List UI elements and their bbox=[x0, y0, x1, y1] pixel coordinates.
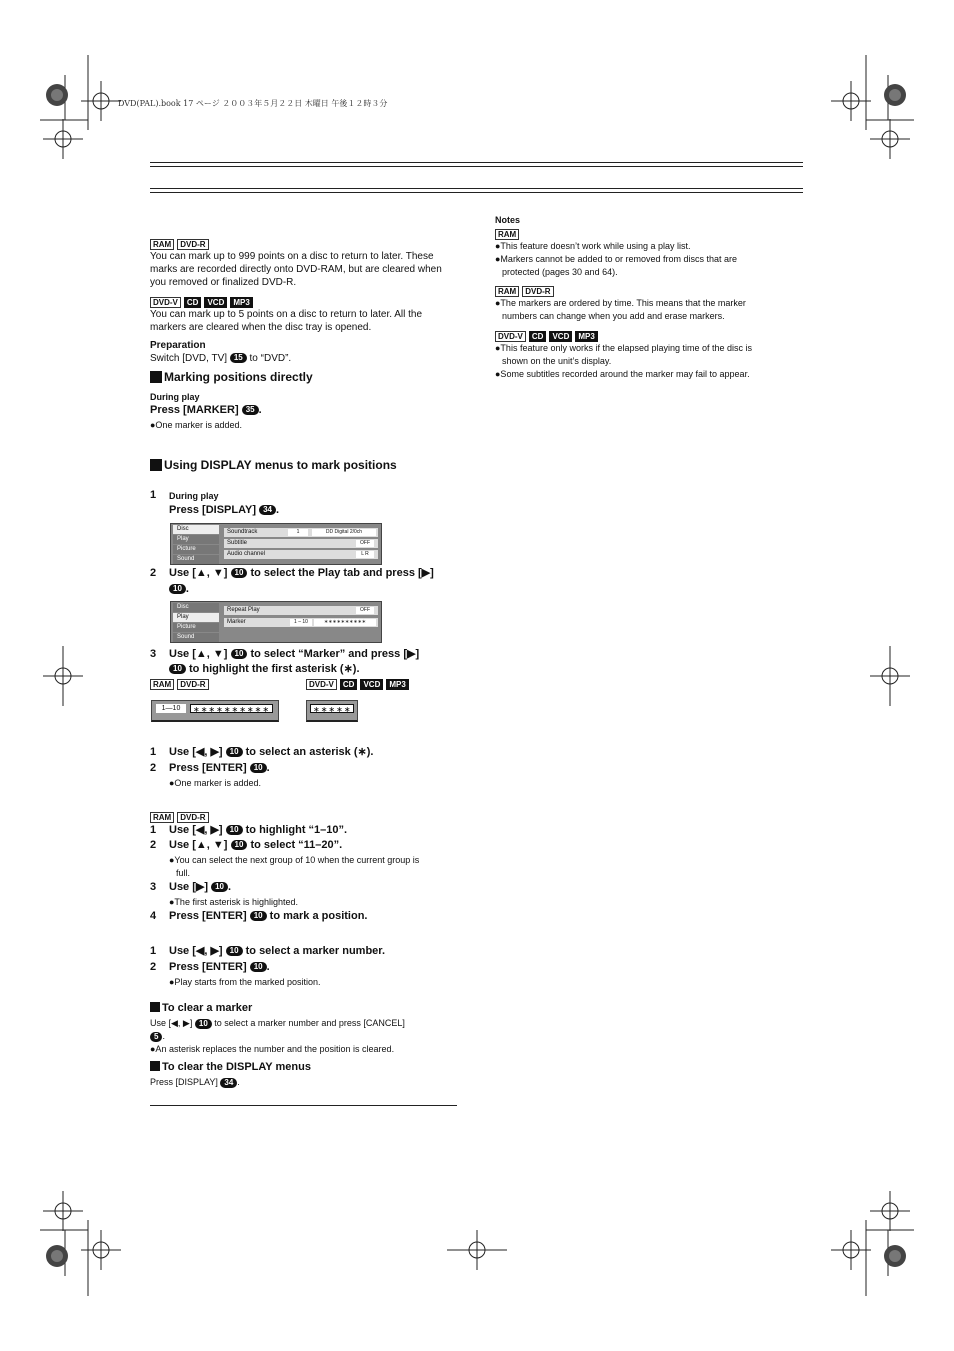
ram-step1 bbox=[169, 824, 347, 837]
select-step1-b: to select an asterisk (∗). bbox=[245, 746, 374, 758]
tab-play[interactable]: Play bbox=[173, 535, 219, 544]
marking-note: ●One marker is added. bbox=[150, 420, 242, 430]
ram-step1-a: Use [◀, ▶] bbox=[169, 824, 223, 836]
ram-step2-a: Use [▲, ▼] bbox=[169, 839, 228, 851]
top-rule-2 bbox=[150, 166, 803, 167]
step3-text-b: to select “Marker” and press [▶] bbox=[250, 648, 420, 660]
intro-dvdv-line2: markers are cleared when the disc tray is opened. bbox=[150, 322, 372, 333]
select-step1 bbox=[169, 746, 373, 759]
clear-marker-text-a: Use [◀, ▶] bbox=[150, 1018, 193, 1028]
badge-ram: RAM bbox=[150, 812, 174, 823]
row-marker[interactable] bbox=[224, 618, 378, 627]
select-note: ●One marker is added. bbox=[169, 778, 261, 788]
recall-step1 bbox=[169, 945, 385, 958]
clear-marker-text bbox=[150, 1017, 405, 1030]
badge-dvdv: DVD-V bbox=[495, 331, 526, 342]
page-ref-pill: 10 bbox=[211, 882, 228, 892]
soundtrack-value: DD Digital 2/0ch bbox=[312, 529, 376, 536]
page-ref-pill: 10 bbox=[169, 664, 186, 674]
badge-cd: CD bbox=[529, 331, 547, 342]
clear-marker-note: ●An asterisk replaces the number and the position is cleared. bbox=[150, 1044, 395, 1054]
clear-marker-title-text: To clear a marker bbox=[162, 1002, 253, 1014]
row-audio-channel[interactable] bbox=[224, 550, 378, 559]
ram-step3-note: ●The first asterisk is highlighted. bbox=[169, 897, 298, 907]
display-menu-panel-1 bbox=[170, 523, 382, 565]
audio-channel-value: L R bbox=[356, 551, 374, 558]
page-ref-pill: 5 bbox=[150, 1032, 162, 1042]
top-rule-3 bbox=[150, 188, 803, 189]
note-dvdv-a: ●This feature only works if the elapsed playing time of the disc is bbox=[495, 343, 753, 353]
note-ram-1: ●This feature doesn’t work while using a play list. bbox=[495, 241, 691, 251]
top-rule-4 bbox=[150, 192, 803, 193]
marking-title-text: Marking positions directly bbox=[164, 370, 313, 384]
step1-press-text: Press [DISPLAY] bbox=[169, 504, 257, 516]
clear-marker-text-b: to select a marker number and press [CANCEL] bbox=[214, 1018, 405, 1028]
ram-step3: Use [▶] 10 . bbox=[169, 881, 232, 893]
page-ref-pill: 10 bbox=[250, 911, 267, 921]
section-square-icon bbox=[150, 371, 162, 383]
intro-dvdv-line1: You can mark up to 5 points on a disc to return to later. All the bbox=[150, 309, 423, 320]
step-number: 1 bbox=[150, 746, 157, 758]
clear-display-text-a: Press [DISPLAY] bbox=[150, 1077, 218, 1087]
step-number: 2 bbox=[150, 762, 157, 774]
select-step2-a: Press [ENTER] bbox=[169, 762, 247, 774]
note-dvdv-b: shown on the unit’s display. bbox=[502, 356, 612, 366]
ram-step1-b: to highlight “1–10”. bbox=[245, 824, 348, 836]
page-ref-pill: 10 bbox=[195, 1019, 212, 1029]
marking-during: During play bbox=[150, 392, 200, 402]
tab-sound[interactable]: Sound bbox=[173, 633, 219, 642]
section-square-icon bbox=[150, 1061, 160, 1071]
bottom-rule bbox=[150, 1105, 457, 1106]
page-ref-pill: 10 bbox=[226, 946, 243, 956]
badge-ram: RAM bbox=[150, 239, 174, 250]
badge-dvdr: DVD-R bbox=[177, 239, 208, 250]
ram-step2-b: to select “11–20”. bbox=[250, 839, 343, 851]
page-ref-pill: 10 bbox=[231, 649, 248, 659]
badge-ram: RAM bbox=[495, 229, 519, 240]
note-ram-2b: protected (pages 30 and 64). bbox=[502, 267, 618, 277]
row-soundtrack[interactable] bbox=[224, 528, 378, 537]
marker-asterisks-ram[interactable]: ∗∗∗∗∗∗∗∗∗∗ bbox=[190, 704, 273, 713]
step2-text bbox=[169, 567, 434, 580]
marker-asterisks-dvdv[interactable]: ∗∗∗∗∗ bbox=[310, 704, 354, 713]
step1-during: During play bbox=[169, 491, 219, 501]
row-label: Marker bbox=[227, 619, 246, 625]
badge-cd: CD bbox=[340, 679, 358, 690]
step2-text-b: to select the Play tab and press [▶] bbox=[250, 567, 434, 579]
page-ref-pill: 15 bbox=[230, 353, 247, 363]
step2-ref2: 10 . bbox=[169, 583, 189, 596]
notes-title: Notes bbox=[495, 215, 521, 225]
badge-vcd: VCD bbox=[549, 331, 572, 342]
step-number: 2 bbox=[150, 567, 157, 579]
recall-step1-a: Use [◀, ▶] bbox=[169, 945, 223, 957]
step-number: 1 bbox=[150, 824, 157, 836]
clear-display-title bbox=[150, 1061, 311, 1074]
badge-mp3: MP3 bbox=[386, 679, 408, 690]
step2-text-a: Use [▲, ▼] bbox=[169, 567, 228, 579]
badge-vcd: VCD bbox=[204, 297, 227, 308]
recall-step2: Press [ENTER] 10 . bbox=[169, 961, 270, 973]
badge-dvdr: DVD-R bbox=[177, 812, 208, 823]
page-ref-pill: 10 bbox=[231, 568, 248, 578]
badge-mp3: MP3 bbox=[230, 297, 252, 308]
marker-bar-dvdv bbox=[306, 700, 358, 722]
marker-asterisks: ∗∗∗∗∗∗∗∗∗∗ bbox=[314, 619, 376, 626]
step3-text bbox=[169, 648, 419, 661]
display-title-text: Using DISPLAY menus to mark positions bbox=[164, 458, 397, 472]
note-dvdr-b: numbers can change when you add and erase markers. bbox=[502, 311, 725, 321]
tab-sound[interactable]: Sound bbox=[173, 555, 219, 564]
section-square-icon bbox=[150, 1002, 160, 1012]
marker-range-ram[interactable]: 1—10 bbox=[156, 704, 186, 713]
page-ref-pill: 10 bbox=[250, 962, 267, 972]
ram-step4-b: to mark a position. bbox=[269, 910, 368, 922]
row-label: Subtitle bbox=[227, 540, 248, 546]
step-number: 2 bbox=[150, 961, 157, 973]
clear-marker-ref2: 5 . bbox=[150, 1030, 165, 1043]
badge-mp3: MP3 bbox=[575, 331, 597, 342]
step-number: 4 bbox=[150, 910, 157, 922]
display-menu-panel-2 bbox=[170, 601, 382, 643]
row-repeat-play[interactable] bbox=[224, 606, 378, 615]
badge-ram: RAM bbox=[495, 286, 519, 297]
page-ref-pill: 10 bbox=[226, 825, 243, 835]
step3-text-line2 bbox=[169, 663, 360, 676]
badge-dvdv: DVD-V bbox=[306, 679, 337, 690]
tab-disc[interactable]: Disc bbox=[173, 603, 219, 612]
marker-range: 1 – 10 bbox=[290, 619, 312, 626]
badge-cd: CD bbox=[184, 297, 202, 308]
step-number: 3 bbox=[150, 648, 157, 660]
preparation-title: Preparation bbox=[150, 340, 206, 351]
page-ref-pill: 10 bbox=[169, 584, 186, 594]
badge-row-ram bbox=[150, 811, 212, 824]
recall-step1-b: to select a marker number. bbox=[245, 945, 386, 957]
step-number: 1 bbox=[150, 945, 157, 957]
marking-press: Press [MARKER] 35 . bbox=[150, 404, 262, 416]
page-ref-pill: 10 bbox=[231, 840, 248, 850]
badge-dvdr: DVD-R bbox=[522, 286, 553, 297]
recall-step2-a: Press [ENTER] bbox=[169, 961, 247, 973]
note-dvdv-2: ●Some subtitles recorded around the marker may fail to appear. bbox=[495, 369, 750, 379]
row-label: Audio channel bbox=[227, 551, 266, 557]
soundtrack-number: 1 bbox=[288, 529, 308, 536]
tab-picture[interactable]: Picture bbox=[173, 623, 219, 632]
repeat-play-value: OFF bbox=[356, 607, 374, 614]
badge-row-dvdv bbox=[306, 678, 412, 691]
note-dvdr-a: ●The markers are ordered by time. This means that the marker bbox=[495, 298, 746, 308]
step-number: 1 bbox=[150, 489, 157, 501]
page-ref-pill: 34 bbox=[220, 1078, 237, 1088]
tab-picture[interactable]: Picture bbox=[173, 545, 219, 554]
ram-step2 bbox=[169, 839, 342, 852]
recall-note: ●Play starts from the marked position. bbox=[169, 977, 321, 987]
page-ref-pill: 10 bbox=[226, 747, 243, 757]
preparation-text bbox=[150, 352, 291, 365]
badge-row-ram bbox=[150, 678, 212, 691]
top-rule-1 bbox=[150, 162, 803, 163]
ram-step2-note1: ●You can select the next group of 10 when the current group is bbox=[169, 855, 420, 865]
select-step1-a: Use [◀, ▶] bbox=[169, 746, 223, 758]
row-label: Repeat Play bbox=[227, 607, 260, 613]
step1-press: Press [DISPLAY] 34 . bbox=[169, 504, 280, 516]
intro-ram-line2: marks are recorded directly onto DVD-RAM, but are cleared when bbox=[150, 264, 442, 275]
clear-marker-title bbox=[150, 1002, 252, 1015]
tab-play[interactable]: Play bbox=[173, 613, 219, 622]
step-number: 3 bbox=[150, 881, 157, 893]
section-square-icon bbox=[150, 459, 162, 471]
badge-dvdv: DVD-V bbox=[150, 297, 181, 308]
badge-ram: RAM bbox=[150, 679, 174, 690]
marking-section-title bbox=[150, 370, 313, 384]
subtitle-value: OFF bbox=[356, 540, 374, 547]
prep-text-b: to “DVD”. bbox=[249, 353, 292, 364]
select-step2: Press [ENTER] 10 . bbox=[169, 762, 270, 774]
marker-bar-ram bbox=[151, 700, 279, 722]
step-number: 2 bbox=[150, 839, 157, 851]
step3-text-c: to highlight the first asterisk (∗). bbox=[188, 663, 360, 675]
page-ref-pill: 34 bbox=[259, 505, 276, 515]
prep-text-a: Switch [DVD, TV] bbox=[150, 353, 228, 364]
badge-vcd: VCD bbox=[360, 679, 383, 690]
badge-dvdr: DVD-R bbox=[177, 679, 208, 690]
note-ram-2a: ●Markers cannot be added to or removed from discs that are bbox=[495, 254, 738, 264]
clear-display-text: Press [DISPLAY] 34 . bbox=[150, 1077, 240, 1087]
tab-disc[interactable]: Disc bbox=[173, 525, 219, 534]
ram-step4-a: Press [ENTER] bbox=[169, 910, 247, 922]
row-label: Soundtrack bbox=[227, 529, 258, 535]
marking-press-text: Press [MARKER] bbox=[150, 404, 239, 416]
ram-step4 bbox=[169, 910, 367, 923]
clear-display-title-text: To clear the DISPLAY menus bbox=[162, 1061, 311, 1073]
ram-step2-note2: full. bbox=[176, 868, 191, 878]
page-ref-pill: 10 bbox=[250, 763, 267, 773]
ram-step3-a: Use [▶] bbox=[169, 881, 209, 893]
step3-text-a: Use [▲, ▼] bbox=[169, 648, 228, 660]
page-ref-pill: 35 bbox=[242, 405, 259, 415]
row-subtitle[interactable] bbox=[224, 539, 378, 548]
intro-ram-line3: you removed or finalized DVD-R. bbox=[150, 277, 297, 288]
print-header-line: DVD(PAL).book 17 ページ ２００３年５月２２日 木曜日 午後１２時３分 bbox=[118, 99, 388, 108]
intro-ram-line1: You can mark up to 999 points on a disc to return to later. These bbox=[150, 251, 434, 262]
display-section-title bbox=[150, 458, 397, 472]
